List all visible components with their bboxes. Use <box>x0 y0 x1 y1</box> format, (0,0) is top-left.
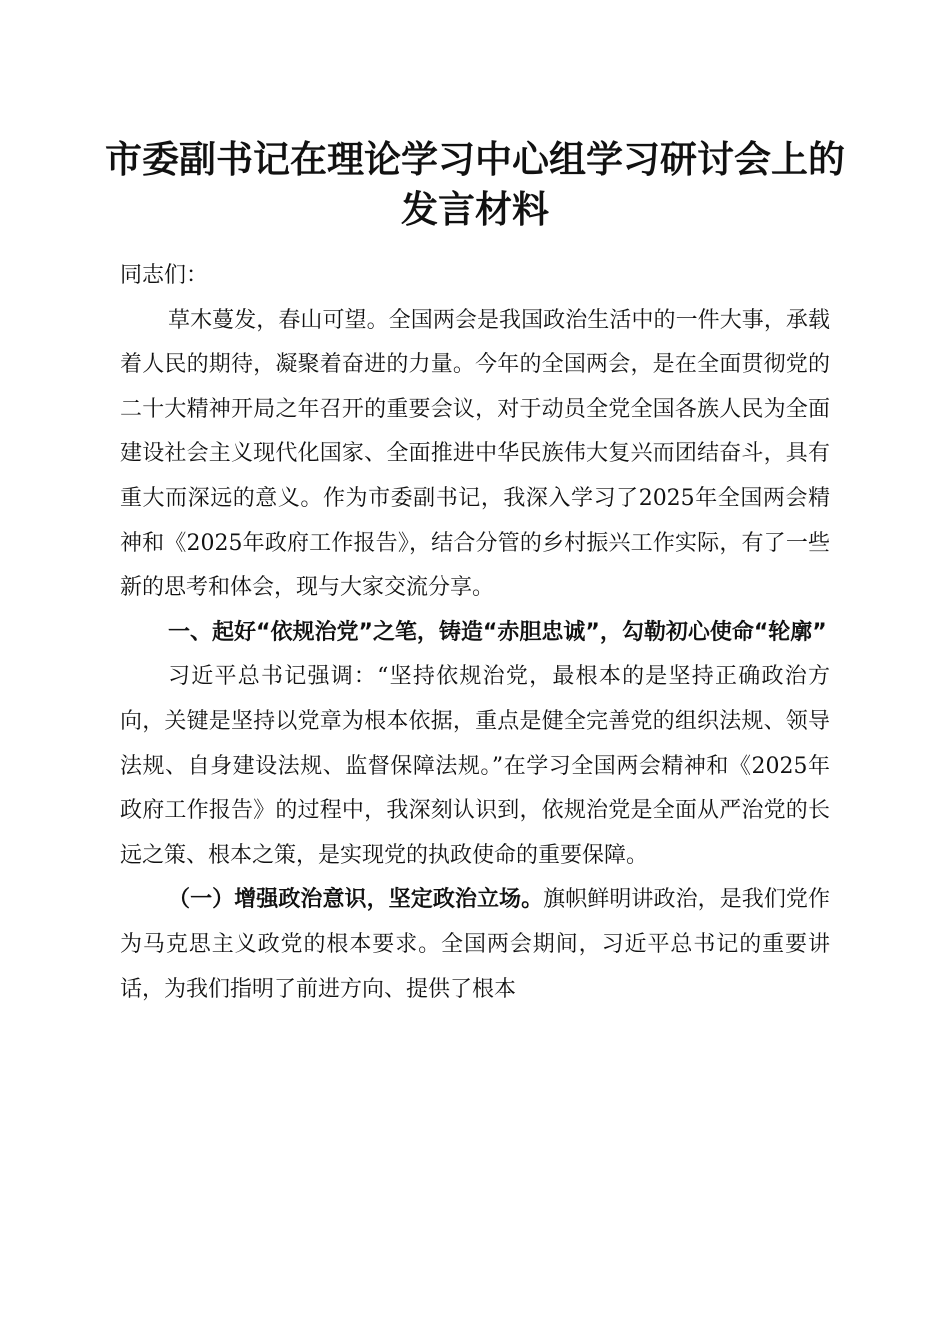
intro-paragraph: 草木蔓发，春山可望。全国两会是我国政治生活中的一件大事，承载着人民的期待，凝聚着奋进的力量。今年的全国两会，是在全面贯彻党的二十大精神开局之年召开的重要会议，对于动员全党全国各族人民为全面建设社会主义现代化国家、全面推进中华民族伟大复兴而团结奋斗，具有重大而深远的意义。作为市委副书记，我深入学习了2025年全国两会精神和《2025年政府工作报告》，结合分管的乡村振兴工作实际，有了一些新的思考和体会，现与大家交流分享。 <box>120 307 830 601</box>
subsection-1-paragraph <box>120 878 830 1012</box>
document-title: 市委副书记在理论学习中心组学习研讨会上的发言材料 <box>105 137 845 231</box>
subsection-1-lead: （一）增强政治意识，坚定政治立场。 <box>168 887 544 913</box>
subsection-1-text: 旗帜鲜明讲政治，是我们党作为马克思主义政党的根本要求。全国两会期间，习近平总书记的重要讲话，为我们指明了前进方向、提供了根本 <box>120 887 830 1002</box>
section-heading-1: 一、起好“依规治党”之笔，铸造“赤胆忠诚”，勾勒初心使命“轮廓” <box>168 619 827 645</box>
salutation: 同志们： <box>120 263 209 288</box>
section-1-paragraph: 习近平总书记强调：“坚持依规治党，最根本的是坚持正确政治方向，关键是坚持以党章为根本依据，重点是健全完善党的组织法规、领导法规、自身建设法规、监督保障法规。”在学习全国两会精神和《2025年政府工作报告》的过程中，我深刻认识到，依规治党是全面从严治党的长远之策、根本之策，是实现党的执政使命的重要保障。 <box>120 664 830 868</box>
document-body <box>120 254 830 1012</box>
